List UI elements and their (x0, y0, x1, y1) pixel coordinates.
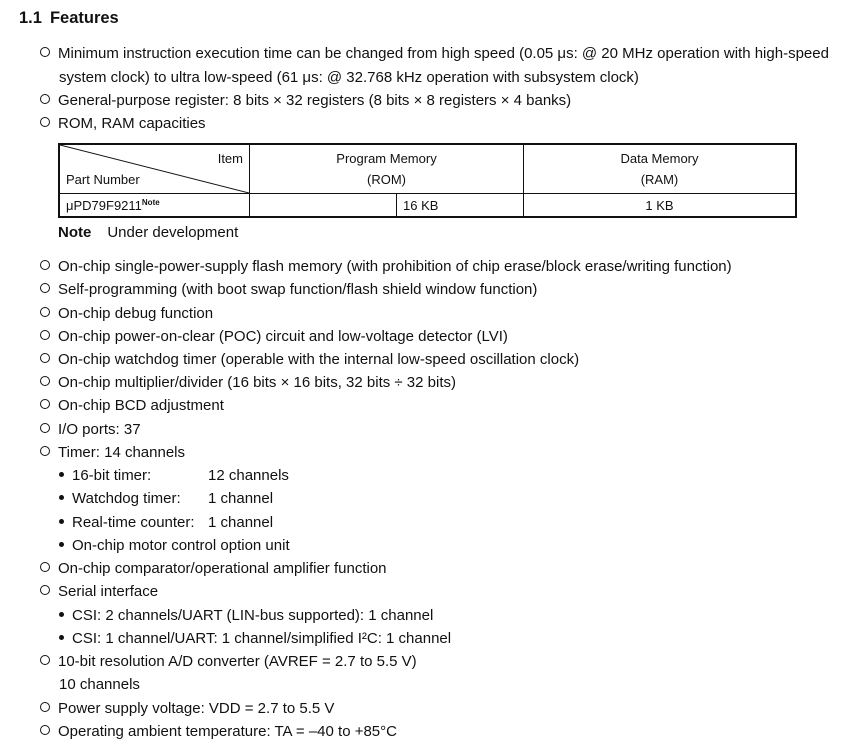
feature-item: Timer: 14 channels (40, 441, 185, 464)
feature-item: On-chip watchdog timer (operable with the internal low-speed oscillation clock) (40, 348, 579, 371)
data-memory-header: Data Memory (RAM) (524, 144, 797, 194)
section-number: 1.1 (19, 9, 42, 27)
feature-item: On-chip power-on-clear (POC) circuit and low-voltage detector (LVI) (40, 325, 508, 348)
adc-channels: 10 channels (59, 676, 140, 693)
feature-item: On-chip multiplier/divider (16 bits × 16 bits, 32 bits ÷ 32 bits) (40, 371, 456, 394)
feature-item: Power supply voltage: VDD = 2.7 to 5.5 V (40, 697, 334, 720)
feature-item: Serial interface (40, 580, 158, 603)
circle-bullet-icon (40, 585, 50, 595)
timer-sub-item: On-chip motor control option unit (59, 534, 290, 557)
feature-item: On-chip BCD adjustment (40, 394, 224, 417)
feature-item: General-purpose register: 8 bits × 32 registers (8 bits × 8 registers × 4 banks) (40, 89, 571, 112)
dot-bullet-icon (59, 472, 64, 477)
feature-item: On-chip debug function (40, 302, 213, 325)
circle-bullet-icon (40, 260, 50, 270)
rom-value-cell: 16 KB (397, 194, 524, 218)
dot-bullet-icon (59, 542, 64, 547)
circle-bullet-icon (40, 307, 50, 317)
feature-item: Minimum instruction execution time can be changed from high speed (0.05 μs: @ 20 MHz operation with high-speed system clock) to ultra low-speed (61 μs: @ 32.768 kHz operation with subsystem clock) (40, 42, 829, 90)
empty-cell (250, 194, 397, 218)
circle-bullet-icon (40, 446, 50, 456)
feature-item: On-chip comparator/operational amplifier function (40, 557, 387, 580)
feature-item: Self-programming (with boot swap function/flash shield window function) (40, 278, 537, 301)
dot-bullet-icon (59, 635, 64, 640)
circle-bullet-icon (40, 94, 50, 104)
circle-bullet-icon (40, 283, 50, 293)
feature-item: Operating ambient temperature: TA = –40 to +85°C (40, 720, 397, 743)
circle-bullet-icon (40, 330, 50, 340)
feature-item: ROM, RAM capacities (40, 112, 206, 135)
timer-sub-item: Real-time counter: 1 channel (59, 511, 195, 534)
timer-sub-item: 16-bit timer: 12 channels (59, 464, 151, 487)
timer-sub-item: Watchdog timer: 1 channel (59, 487, 181, 510)
circle-bullet-icon (40, 655, 50, 665)
circle-bullet-icon (40, 702, 50, 712)
corner-part-label: Part Number (66, 172, 140, 187)
table-corner-cell (59, 144, 250, 194)
circle-bullet-icon (40, 117, 50, 127)
circle-bullet-icon (40, 376, 50, 386)
circle-bullet-icon (40, 47, 50, 57)
circle-bullet-icon (40, 562, 50, 572)
section-title: Features (49, 9, 119, 27)
program-memory-header: Program Memory (ROM) (250, 144, 524, 194)
circle-bullet-icon (40, 725, 50, 735)
dot-bullet-icon (59, 612, 64, 617)
feature-item: 10-bit resolution A/D converter (AVREF = 2.7 to 5.5 V) (40, 650, 417, 673)
feature-item: On-chip single-power-supply flash memory (with prohibition of chip erase/block erase/writing function) (40, 255, 732, 278)
dot-bullet-icon (59, 495, 64, 500)
capacity-table (58, 143, 797, 218)
part-number-cell: μPD79F9211$^{Note}$ (59, 194, 250, 218)
serial-sub-item: CSI: 2 channels/UART (LIN-bus supported): 1 channel (59, 604, 433, 627)
circle-bullet-icon (40, 423, 50, 433)
circle-bullet-icon (40, 353, 50, 363)
corner-item-label: Item (217, 151, 243, 166)
circle-bullet-icon (40, 399, 50, 409)
dot-bullet-icon (59, 519, 64, 524)
table-note: Note Under development (58, 224, 239, 241)
section-heading (19, 9, 119, 28)
feature-item: I/O ports: 37 (40, 418, 141, 441)
ram-value-cell: 1 KB (524, 194, 797, 218)
table-row (59, 194, 796, 218)
serial-sub-item: CSI: 1 channel/UART: 1 channel/simplified I²C: 1 channel (59, 627, 451, 650)
